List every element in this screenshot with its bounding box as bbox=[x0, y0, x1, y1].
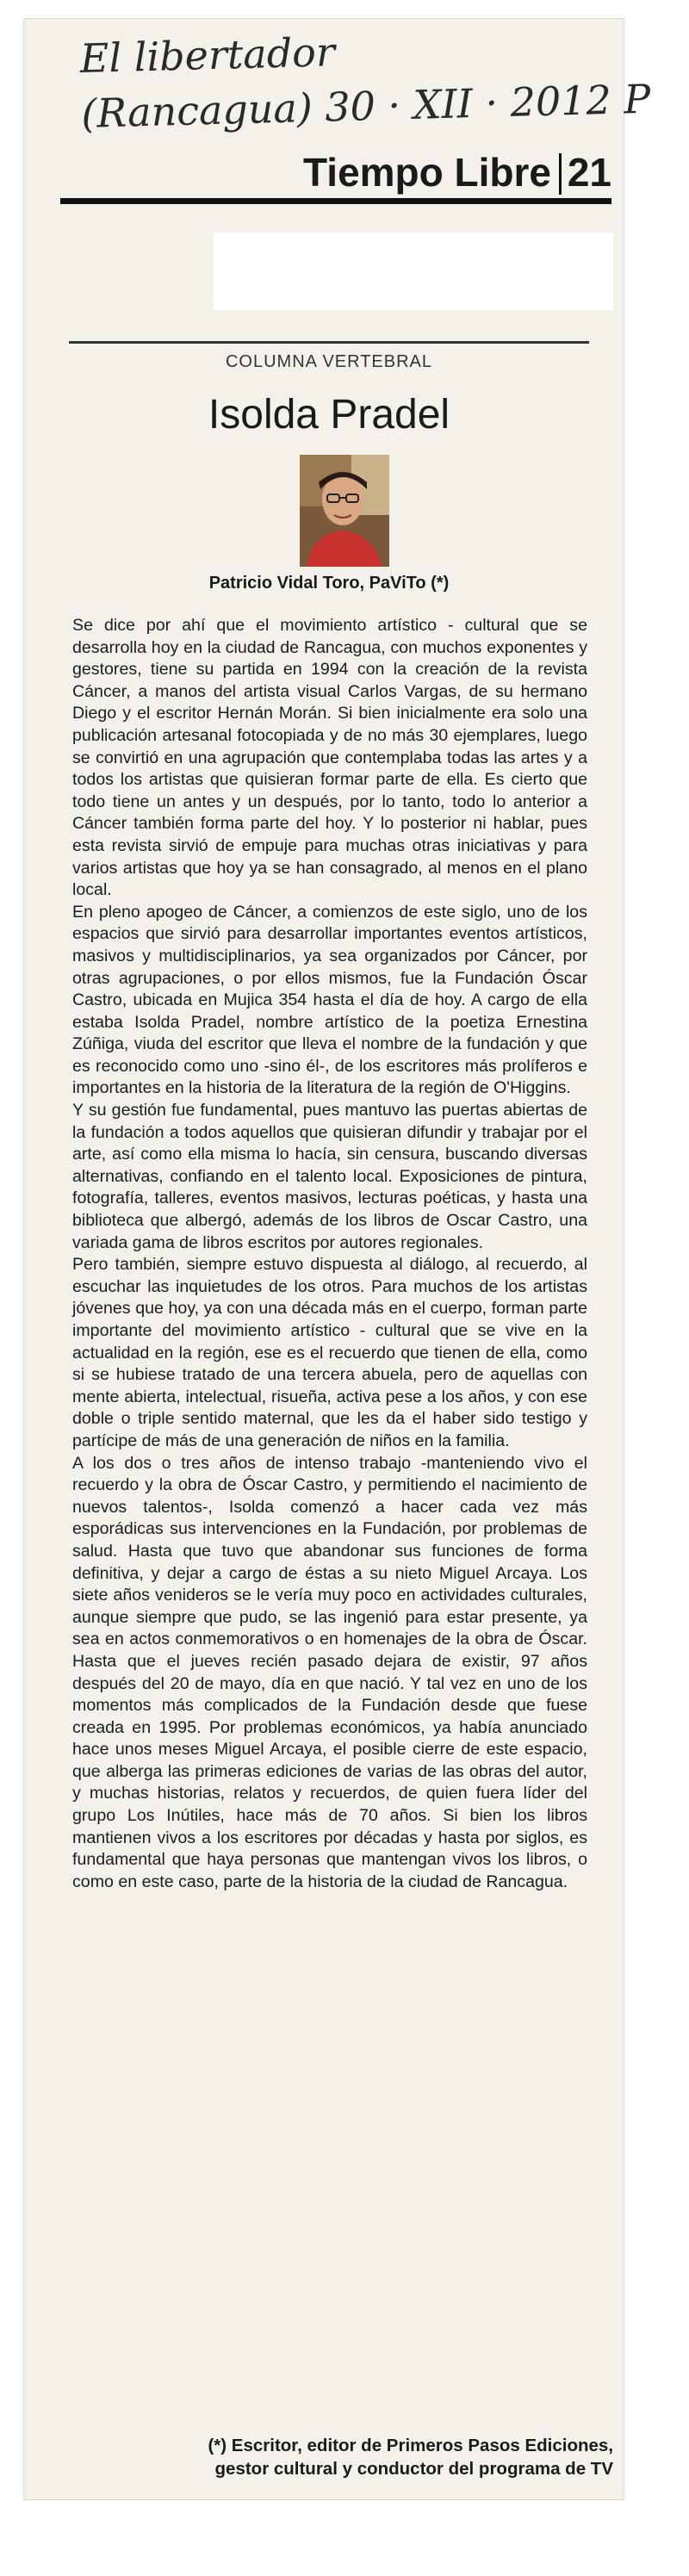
footnote-line-2: gestor cultural y conductor del programa de TV bbox=[214, 2459, 613, 2479]
paragraph-1: Se dice por ahí que el movimiento artístico - cultural que se desarrolla hoy en la ciudad de Rancagua, con muchos exponentes y gestores, tiene su partida en 1994 con la creación de la revista Cáncer, a manos del artista visual Carlos Vargas, de su hermano Diego y el escritor Hernán Morán. Si bien inicialmente era solo una publicación artesanal fotocopiada y de no más 30 ejemplares, luego se convirtió en una agrupación que contemplaba todas las artes y a todos los artistas que quisieran formar parte de ella. Es cierto que todo tiene un antes y un después, por lo tanto, todo lo anterior a Cáncer también forma parte del hoy. Y lo posterior ni hablar, pues esta revista sirvió de empuje para muchas otras iniciativas y para varios artistas que hoy ya se han consagrado, al menos en el plano local. bbox=[72, 616, 587, 900]
paragraph-5: A los dos o tres años de intenso trabajo -manteniendo vivo el recuerdo y la obra de Óscar Castro, y permitiendo el nacimiento de nuevos talentos-, Isolda comenzó a hacer cada vez más esporádicas sus intervenciones en la Fundación, por problemas de salud. Hasta que tuvo que abandonar sus funciones de forma definitiva, y dejar a cargo de éstas a su nieto Miguel Arcaya. Los siete años venideros se le vería muy poco en actividades culturales, aunque siempre que pudo, se las ingenió para estar presente, ya sea en actos conmemorativos o en homenajes de la obra de Óscar. Hasta que el jueves recién pasado dejara de existir, 97 años después del 20 de mayo, día en que nació. Y tal vez en uno de los momentos más complicados de la Fundación desde que fuese creada en 1995. Por problemas económicos, ya había anunciado hace unos meses Miguel Arcaya, el posible cierre de este espacio, que alberga las primeras ediciones de varias de las obras del autor, y muchas historias, relatos y recuerdos, de quien fuera líder del grupo Los Inútiles, hace más de 70 años. Si bien los libros mantienen vivos a los escritores por décadas y hasta por siglos, es fundamental que haya personas que mantengan vivos los libros, o como en este caso, parte de la historia de la ciudad de Rancagua. bbox=[72, 1453, 587, 1891]
author-portrait-icon bbox=[300, 455, 389, 567]
page-number: 21 bbox=[567, 150, 611, 195]
section-name: Tiempo Libre bbox=[303, 150, 551, 195]
author-photo bbox=[300, 455, 389, 567]
article-body bbox=[72, 615, 587, 1893]
section-header bbox=[60, 148, 611, 204]
column-label: COLUMNA VERTEBRAL bbox=[69, 341, 589, 372]
section-divider bbox=[559, 153, 562, 195]
handwritten-source: El libertador bbox=[79, 28, 336, 82]
footnote-line-1: (*) Escritor, editor de Primeros Pasos Ediciones, bbox=[208, 2436, 613, 2455]
byline: Patricio Vidal Toro, PaViTo (*) bbox=[208, 574, 450, 593]
paragraph-4: Pero también, siempre estuvo dispuesta al diálogo, al recuerdo, al escuchar las inquietudes de los otros. Para muchos de los artistas jóvenes que hoy, ya con una década más en el cuerpo, forman parte importante del movimiento artístico - cultural que se vive en la actualidad en la región, ese es el recuerdo que tienen de ella, como si se hubiese tratado de una tercera abuela, pero de aquellas con mente abierta, intelectual, risueña, activa pese a los años, y con ese doble o triple sentido maternal, que les da el haber sido testigo y partícipe de más de una generación de niños en la familia. bbox=[72, 1255, 587, 1450]
redacted-area bbox=[214, 233, 613, 310]
author-footnote bbox=[72, 2434, 613, 2480]
paragraph-2: En pleno apogeo de Cáncer, a comienzos de este siglo, uno de los espacios que sirvió para desarrollar importantes eventos artísticos, masivos y multidisciplinarios, ya sea organizados por Cáncer, por otras agrupaciones, o por ellos mismos, fue la Fundación Óscar Castro, ubicada en Mujica 354 hasta el día de hoy. A cargo de ella estaba Isolda Pradel, nombre artístico de la poetiza Ernestina Zúñiga, viuda del escritor que lleva el nombre de la fundación y que es reconocido como uno -sino él-, de los escritores más prolíferos e importantes en la historia de la literatura de la región de O'Higgins. bbox=[72, 902, 587, 1098]
handwritten-note bbox=[79, 16, 651, 141]
article-title: Isolda Pradel bbox=[208, 392, 450, 438]
paragraph-3: Y su gestión fue fundamental, pues mantuvo las puertas abiertas de la fundación a todos aquellos que quisieran difundir y trabajar por el arte, así como ella misma lo hacía, sin censura, buscando diversas alternativas, confiando en el talento local. Exposiciones de pintura, fotografía, talleres, eventos masivos, lecturas poéticas, y hasta una biblioteca que albergó, además de los libros de Oscar Castro, una variada gama de libros escritos por autores regionales. bbox=[72, 1101, 587, 1252]
handwritten-date: (Rancagua) 30 · XII · 2012 P bbox=[80, 75, 651, 137]
